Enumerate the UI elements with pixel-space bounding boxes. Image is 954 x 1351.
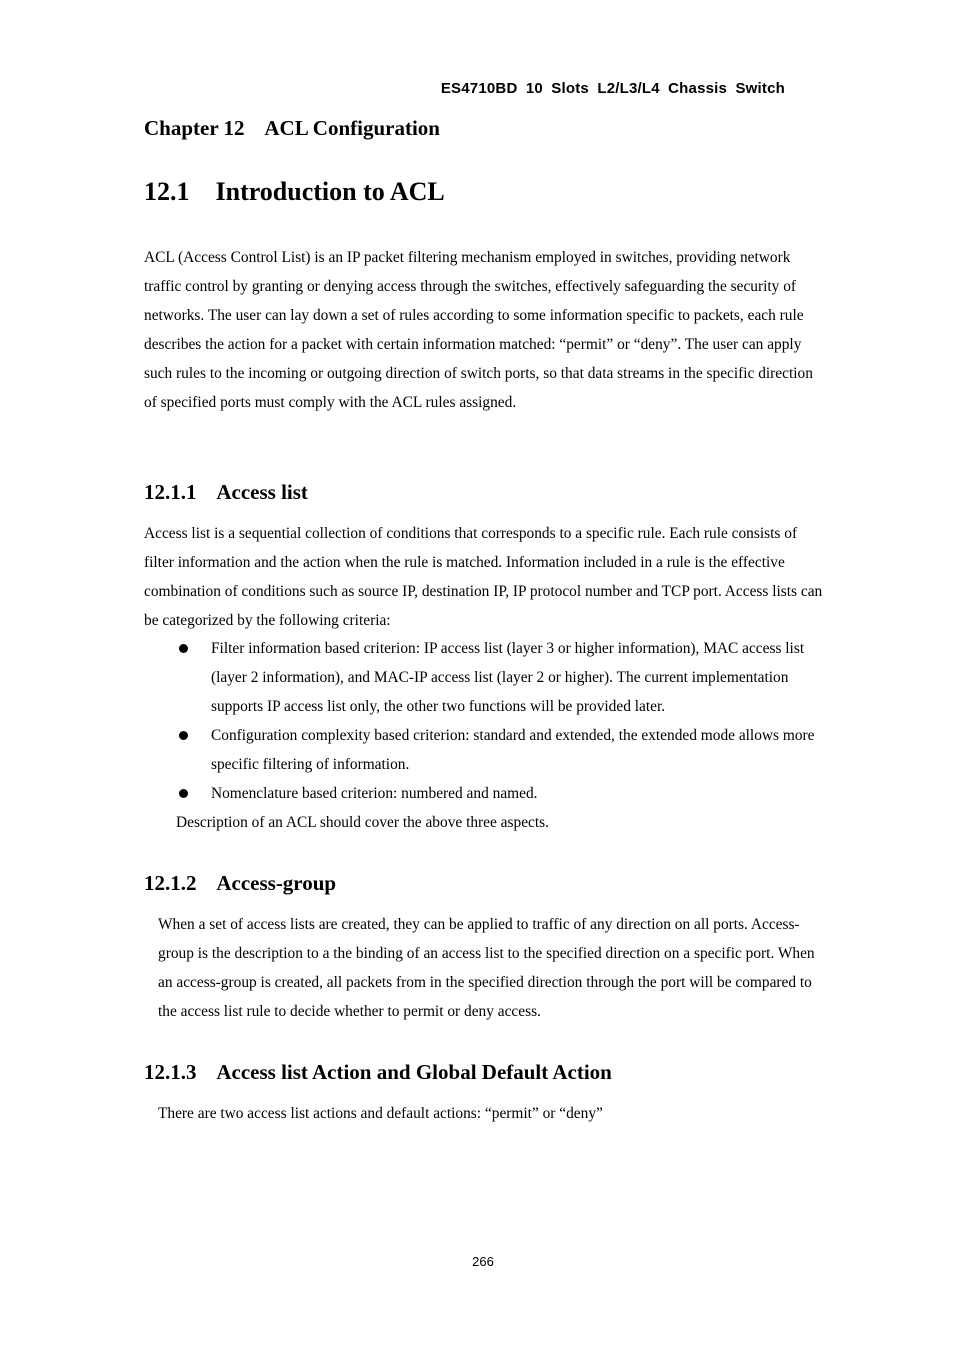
default-action-paragraph: There are two access list actions and default actions: “permit” or “deny” (158, 1105, 603, 1122)
bullet-icon (179, 644, 188, 653)
subsection-title-default-action: 12.1.3 Access list Action and Global Default Action (144, 1060, 612, 1084)
chapter-title: Chapter 12 ACL Configuration (144, 116, 440, 140)
list-item (176, 779, 826, 808)
bullet-icon (179, 731, 188, 740)
subsection-title-access-group: 12.1.2 Access-group (144, 871, 337, 895)
running-header: ES4710BD 10 Slots L2/L3/L4 Chassis Switch (440, 80, 785, 97)
section-title: 12.1 Introduction to ACL (144, 177, 445, 206)
bullet-text: Filter information based criterion: IP access list (layer 3 or higher information), MAC access list (layer 2 information), and MAC-IP access list (layer 2 or higher). The current implementation supports IP access list only, the other two functions will be provided later. (211, 640, 805, 715)
list-item (176, 634, 826, 721)
access-list-closing: Description of an ACL should cover the above three aspects. (176, 814, 549, 831)
bullet-text: Nomenclature based criterion: numbered and named. (211, 785, 538, 802)
access-group-paragraph: When a set of access lists are created, they can be applied to traffic of any direction on all ports. Access-group is the description to a the binding of an access list to the specified direction on a specific port. When an access-group is created, all packets from in the specified direction through the port will be compared to the access list rule to decide whether to permit or deny access. (158, 916, 815, 1020)
criteria-bullet-list (176, 634, 826, 808)
bullet-icon (179, 789, 188, 798)
bullet-text: Configuration complexity based criterion: standard and extended, the extended mode allows more specific filtering of information. (211, 727, 815, 773)
access-list-paragraph: Access list is a sequential collection of conditions that corresponds to a specific rule. Each rule consists of filter information and the action when the rule is matched. Information included in a rule is the effective combination of conditions such as source IP, destination IP, IP protocol number and TCP port. Access lists can be categorized by the following criteria: (144, 525, 823, 629)
page-number: 266 (472, 1254, 494, 1269)
intro-paragraph: ACL (Access Control List) is an IP packet filtering mechanism employed in switches, providing network traffic control by granting or denying access through the switches, effectively safeguarding the security of networks. The user can lay down a set of rules according to some information specific to packets, each rule describes the action for a packet with certain information matched: “permit” or “deny”. The user can apply such rules to the incoming or outgoing direction of switch ports, so that data streams in the specific direction of specified ports must comply with the ACL rules assigned. (144, 249, 813, 411)
subsection-title-access-list: 12.1.1 Access list (144, 480, 308, 504)
list-item (176, 721, 826, 779)
